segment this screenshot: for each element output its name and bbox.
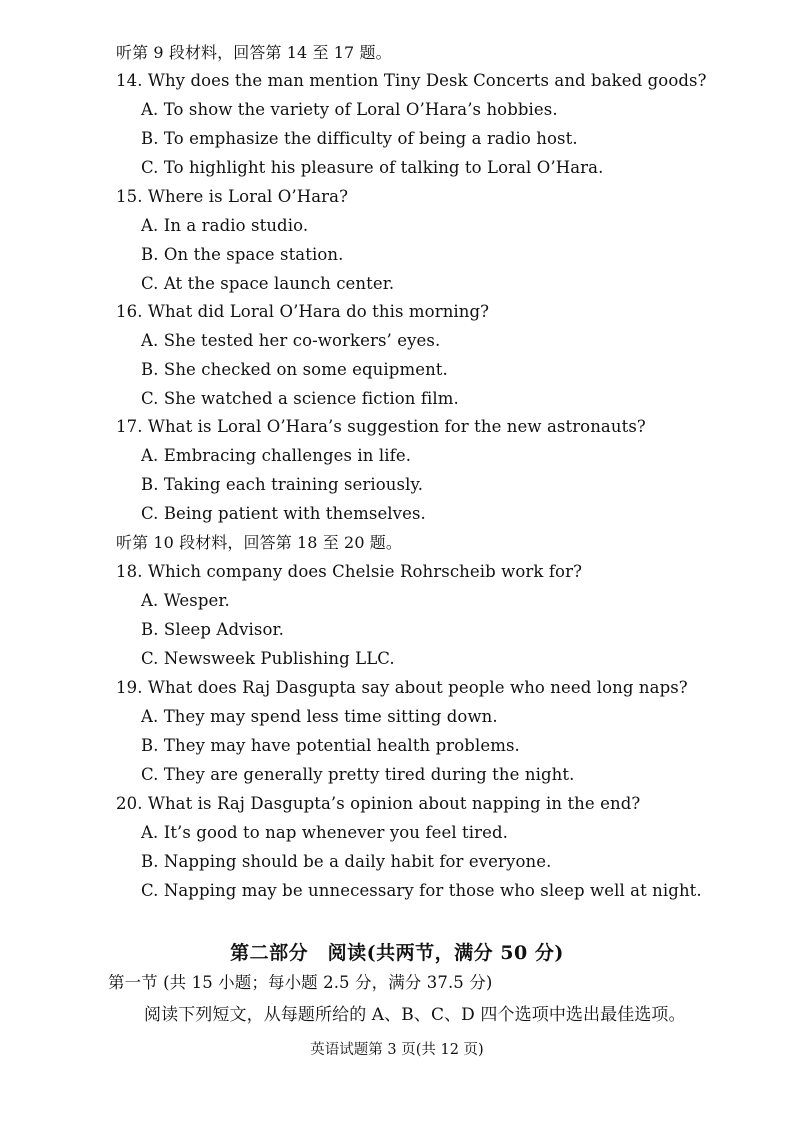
question-14-option-c: C. To highlight his pleasure of talking to Loral O’Hara.: [141, 158, 604, 177]
question-20-option-a: A. It’s good to nap whenever you feel tired.: [141, 823, 509, 842]
question-16-option-a: A. She tested her co-workers’ eyes.: [141, 331, 441, 350]
page-footer: 英语试题第 3 页(共 12 页): [310, 1042, 484, 1058]
question-17-stem: 17. What is Loral O’Hara’s suggestion for the new astronauts?: [116, 417, 646, 436]
part-two-title: 第二部分 阅读(共两节，满分 50 分): [230, 942, 564, 964]
question-20-stem: 20. What is Raj Dasgupta’s opinion about napping in the end?: [116, 794, 641, 813]
question-19-option-c: C. They are generally pretty tired during the night.: [141, 765, 575, 784]
question-18-option-a: A. Wesper.: [141, 591, 230, 610]
question-14-option-b: B. To emphasize the difficulty of being a radio host.: [141, 129, 578, 148]
question-19-option-b: B. They may have potential health problems.: [141, 736, 520, 755]
question-16-option-c: C. She watched a science fiction film.: [141, 389, 459, 408]
question-14-option-a: A. To show the variety of Loral O’Hara’s hobbies.: [141, 100, 558, 119]
question-17-option-c: C. Being patient with themselves.: [141, 504, 426, 523]
question-18-stem: 18. Which company does Chelsie Rohrscheib work for?: [116, 562, 583, 581]
question-19-option-a: A. They may spend less time sitting down.: [141, 707, 498, 726]
section-one-title: 第一节 (共 15 小题；每小题 2.5 分，满分 37.5 分): [108, 973, 493, 992]
question-19-stem: 19. What does Raj Dasgupta say about people who need long naps?: [116, 678, 688, 697]
question-15-option-b: B. On the space station.: [141, 245, 344, 264]
question-17-option-a: A. Embracing challenges in life.: [141, 446, 412, 465]
question-15-stem: 15. Where is Loral O’Hara?: [116, 187, 349, 206]
reading-directions: 阅读下列短文，从每题所给的 A、B、C、D 四个选项中选出最佳选项。: [144, 1005, 686, 1025]
listening-instruction-10: 听第 10 段材料，回答第 18 至 20 题。: [116, 533, 402, 552]
question-20-option-c: C. Napping may be unnecessary for those who sleep well at night.: [141, 881, 702, 900]
question-17-option-b: B. Taking each training seriously.: [141, 475, 424, 494]
question-16-stem: 16. What did Loral O’Hara do this morning?: [116, 302, 490, 321]
question-14-stem: 14. Why does the man mention Tiny Desk Concerts and baked goods?: [116, 71, 707, 90]
question-15-option-a: A. In a radio studio.: [141, 216, 309, 235]
question-16-option-b: B. She checked on some equipment.: [141, 360, 448, 379]
question-15-option-c: C. At the space launch center.: [141, 274, 395, 293]
listening-instruction-9: 听第 9 段材料，回答第 14 至 17 题。: [116, 43, 392, 62]
question-18-option-c: C. Newsweek Publishing LLC.: [141, 649, 395, 668]
question-20-option-b: B. Napping should be a daily habit for everyone.: [141, 852, 552, 871]
question-18-option-b: B. Sleep Advisor.: [141, 620, 285, 639]
